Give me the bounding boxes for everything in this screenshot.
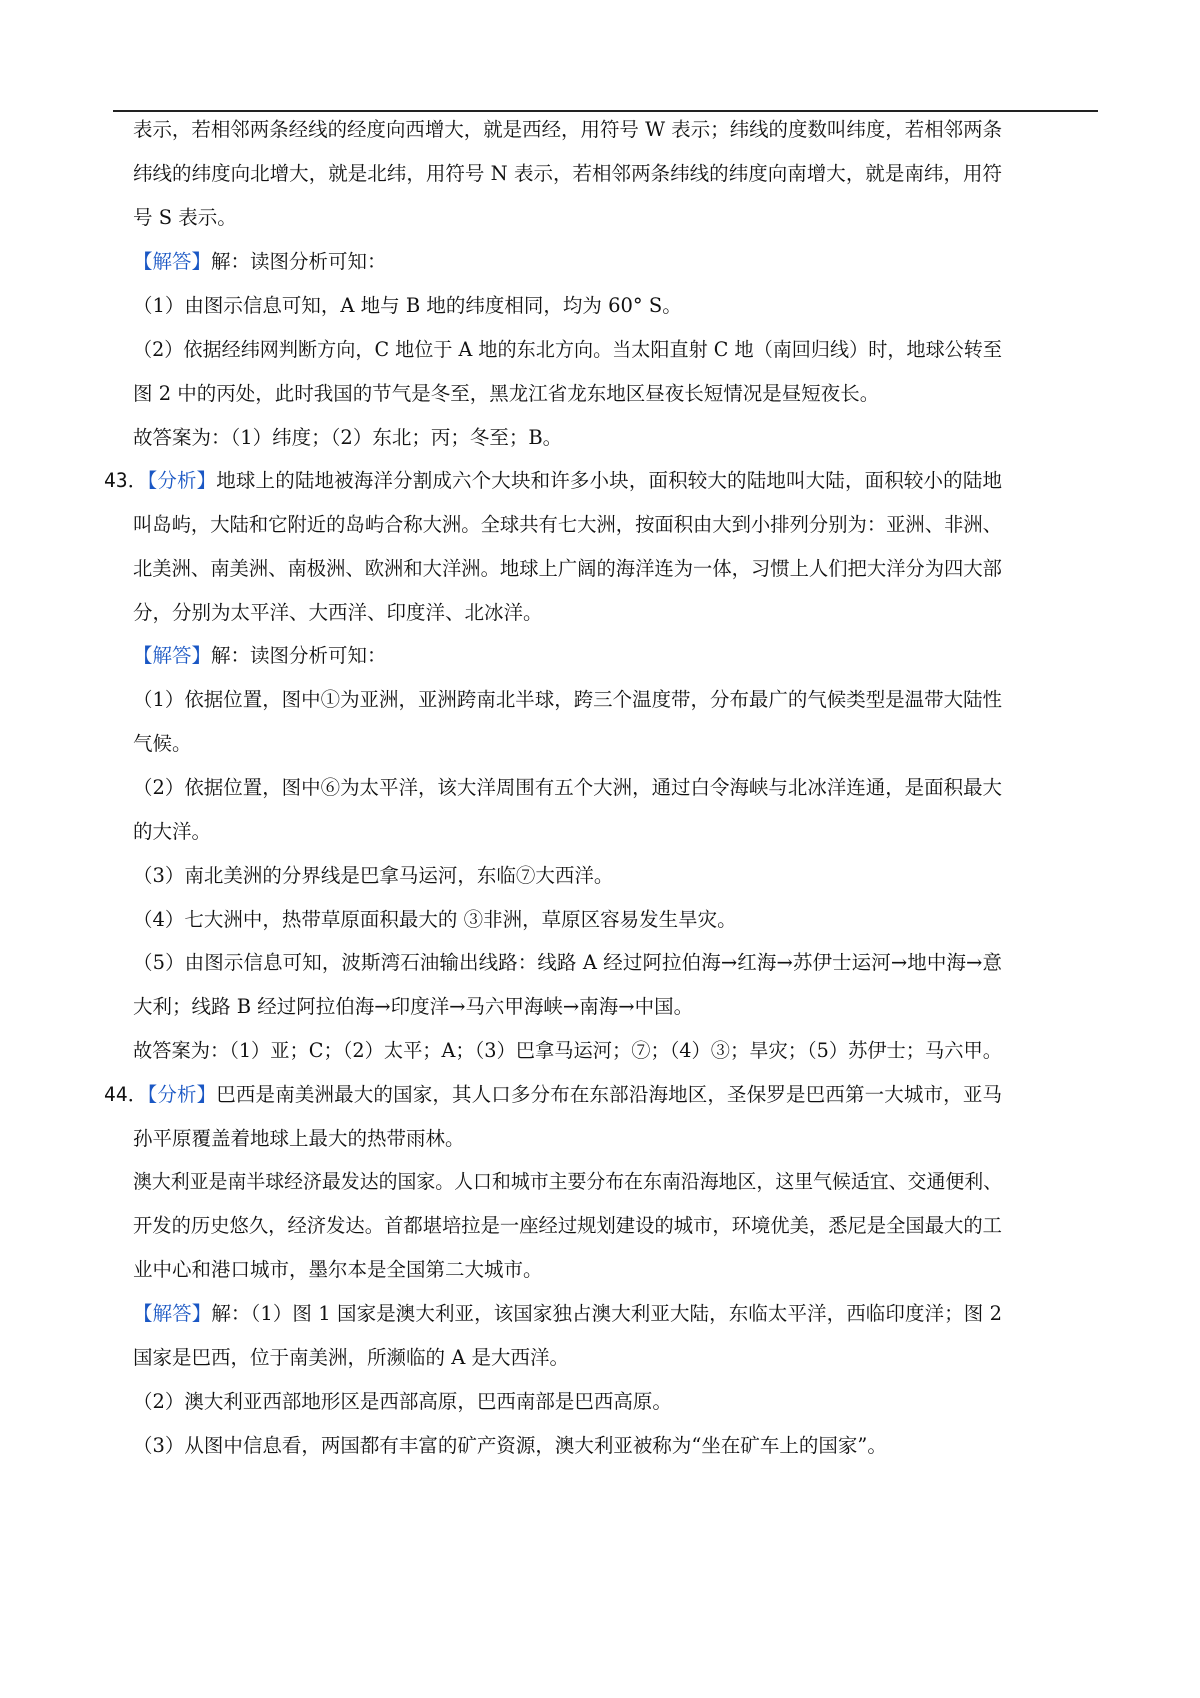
line-text: 开发的历史悠久，经济发达。首都堪培拉是一座经过规划建设的城市，环境优美，悉尼是全国最大的工	[133, 1214, 1003, 1237]
section-tag: 【分析】	[147, 469, 217, 492]
line-text: 分，分别为太平洋、大西洋、印度洋、北冰洋。	[133, 601, 543, 624]
line-text: 故答案为：（1）纬度；（2）东北；丙；冬至；B。	[133, 426, 563, 449]
line-text: 北美洲、南美洲、南极洲、欧洲和大洋洲。地球上广阔的海洋连为一体，习惯上人们把大洋分为四大部	[133, 557, 1003, 580]
text-line	[133, 950, 1002, 976]
line-text: 号 S 表示。	[133, 206, 237, 229]
line-text: 气候。	[133, 732, 192, 755]
line-text: 纬线的纬度向北增大，就是北纬，用符号 N 表示，若相邻两条纬线的纬度向南增大，就是南纬，用符	[133, 162, 1003, 185]
line-text: （3）南北美洲的分界线是巴拿马运河，东临⑦大西洋。	[133, 864, 614, 887]
text-line	[133, 1257, 543, 1283]
text-line	[133, 1389, 672, 1415]
text-line	[133, 994, 693, 1020]
line-text: （5）由图示信息可知，波斯湾石油输出线路：线路 A 经过阿拉伯海→红海→苏伊士运河→地中海→意	[133, 951, 1003, 974]
line-text: 孙平原覆盖着地球上最大的热带雨林。	[133, 1127, 465, 1150]
line-text: （1）由图示信息可知，A 地与 B 地的纬度相同，均为 60° S。	[133, 294, 682, 317]
line-text: （4）七大洲中，热带草原面积最大的 ③非洲，草原区容易发生旱灾。	[133, 908, 737, 931]
line-text: 地球上的陆地被海洋分割成六个大块和许多小块，面积较大的陆地叫大陆，面积较小的陆地	[216, 469, 1003, 492]
line-text: 表示，若相邻两条经线的经度向西增大，就是西经，用符号 W 表示；纬线的度数叫纬度，若相邻两条	[133, 118, 1003, 141]
line-text: 叫岛屿，大陆和它附近的岛屿合称大洲。全球共有七大洲，按面积由大到小排列分别为：亚洲、非洲、	[133, 513, 1003, 536]
line-text: （2）澳大利亚西部地形区是西部高原，巴西南部是巴西高原。	[133, 1390, 672, 1413]
text-line	[133, 731, 192, 757]
text-line	[104, 468, 1002, 494]
line-text: 图 2 中的丙处，此时我国的节气是冬至，黑龙江省龙东地区昼夜长短情况是昼短夜长。	[133, 382, 880, 405]
section-tag: 【解答】	[133, 644, 212, 667]
text-line	[133, 600, 543, 626]
text-line	[133, 1038, 1002, 1064]
section-tag: 【解答】	[133, 250, 212, 273]
text-line	[133, 775, 1002, 801]
line-text: 解：（1）图 1 国家是澳大利亚，该国家独占澳大利亚大陆，东临太平洋，西临印度洋；图 2	[211, 1302, 1003, 1325]
text-line	[133, 687, 1002, 713]
line-text: （3）从图中信息看，两国都有丰富的矿产资源，澳大利亚被称为“坐在矿车上的国家”。	[133, 1434, 887, 1457]
text-line	[133, 556, 1002, 582]
line-text: 解：读图分析可知：	[211, 250, 387, 273]
line-text: 业中心和港口城市，墨尔本是全国第二大城市。	[133, 1258, 543, 1281]
header-rule	[113, 110, 1098, 112]
text-line	[133, 1433, 887, 1459]
section-tag: 【分析】	[147, 1083, 217, 1106]
line-text: （1）依据位置，图中①为亚洲，亚洲跨南北半球，跨三个温度带，分布最广的气候类型是温带大陆性	[133, 688, 1003, 711]
question-number: 44．	[104, 1083, 148, 1106]
line-text: 大利；线路 B 经过阿拉伯海→印度洋→马六甲海峡→南海→中国。	[133, 995, 694, 1018]
line-text: 故答案为：（1）亚；C；（2）太平；A；（3）巴拿马运河；⑦；（4）③；旱灾；（5）苏伊士；马六甲。	[133, 1039, 1002, 1062]
text-line	[133, 293, 682, 319]
line-text: （2）依据位置，图中⑥为太平洋，该大洋周围有五个大洲，通过白令海峡与北冰洋连通，是面积最大	[133, 776, 1003, 799]
text-line	[133, 205, 237, 231]
text-line	[133, 161, 1002, 187]
text-line	[133, 863, 613, 889]
text-line	[133, 337, 1002, 363]
text-line	[104, 1082, 1002, 1108]
line-text: 澳大利亚是南半球经济最发达的国家。人口和城市主要分布在东南沿海地区，这里气候适宜、交通便利、	[133, 1170, 1003, 1193]
line-text: 国家是巴西，位于南美洲，所濒临的 A 是大西洋。	[133, 1346, 569, 1369]
line-text: 的大洋。	[133, 820, 212, 843]
line-text: （2）依据经纬网判断方向，C 地位于 A 地的东北方向。当太阳直射 C 地（南回归线）时，地球公转至	[133, 338, 1003, 361]
text-line	[133, 819, 211, 845]
text-line	[133, 381, 879, 407]
text-line	[133, 643, 387, 669]
section-tag: 【解答】	[133, 1302, 212, 1325]
text-line	[133, 1345, 569, 1371]
text-line	[133, 512, 1002, 538]
text-line	[133, 1301, 1002, 1327]
text-line	[133, 117, 1002, 143]
text-line	[133, 1213, 1002, 1239]
text-line	[133, 907, 737, 933]
line-text: 解：读图分析可知：	[211, 644, 387, 667]
text-line	[133, 1169, 1002, 1195]
line-text: 巴西是南美洲最大的国家，其人口多分布在东部沿海地区，圣保罗是巴西第一大城市，亚马	[216, 1083, 1003, 1106]
text-line	[133, 249, 387, 275]
text-line	[133, 425, 562, 451]
text-line	[133, 1126, 465, 1152]
question-number: 43．	[104, 469, 148, 492]
